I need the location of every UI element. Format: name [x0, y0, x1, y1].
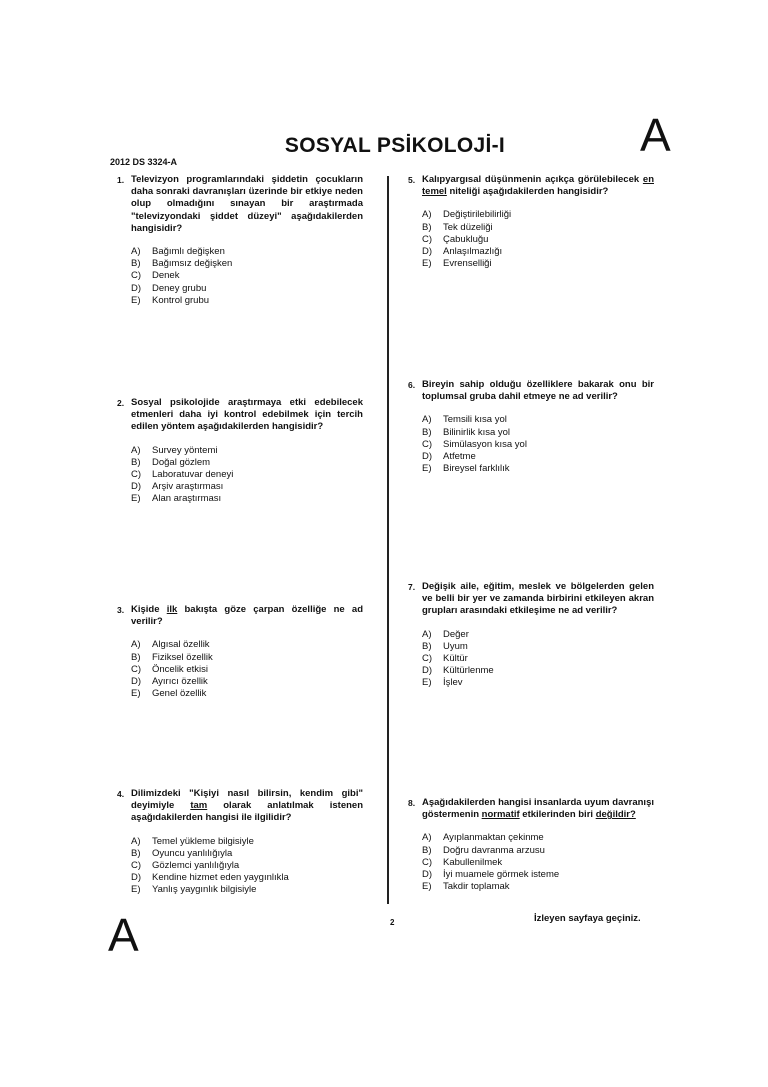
option-b[interactable]: B) Oyuncu yanlılığıyla — [131, 847, 233, 859]
option-d[interactable]: D) Ayırıcı özellik — [131, 676, 208, 688]
question-number: 3. — [117, 605, 125, 615]
page-title: SOSYAL PSİKOLOJİ-I — [284, 134, 506, 157]
question-stem: Bireyin sahip olduğu özelliklere bakarak onu bir toplumsal gruba dahil etmeye ne ad verilir? — [422, 379, 654, 403]
continue-note: İzleyen sayfaya geçiniz. — [534, 913, 641, 924]
option-d[interactable]: D) Arşiv araştırması — [131, 481, 224, 493]
option-d[interactable]: D) Anlaşılmazlığı — [422, 246, 503, 258]
option-e[interactable]: E) Bireysel farklılık — [422, 463, 510, 475]
option-a[interactable]: A) Temsili kısa yol — [422, 414, 507, 426]
option-b[interactable]: B) Doğru davranma arzusu — [422, 844, 545, 856]
option-b[interactable]: B) Fiziksel özellik — [131, 651, 213, 663]
question-stem: Kalıpyargısal düşünmenin açıkça görülebilecek en temel niteliği aşağıdakilerden hangisidir? — [422, 174, 654, 198]
option-list — [422, 832, 654, 893]
option-c[interactable]: C) Simülasyon kısa yol — [422, 438, 527, 450]
option-a[interactable]: A) Algısal özellik — [131, 639, 210, 651]
option-e[interactable]: E) Takdir toplamak — [422, 881, 510, 893]
option-c[interactable]: C) Kabullenilmek — [422, 856, 503, 868]
option-c[interactable]: C) Laboratuvar deneyi — [131, 469, 234, 481]
option-a[interactable]: A) Değer — [422, 628, 469, 640]
option-e[interactable]: E) Evrenselliği — [422, 258, 492, 270]
option-b[interactable]: B) Bağımsız değişken — [131, 258, 233, 270]
question-stem: Değişik aile, eğitim, meslek ve bölgelerden gelen ve belli bir yer ve zamanda birbirini etkileyen akran grupları arasındaki etkileşime ne ad verilir? — [422, 581, 654, 617]
option-list — [131, 445, 363, 506]
question-number: 4. — [117, 789, 125, 799]
question-number: 2. — [117, 398, 125, 408]
option-a[interactable]: A) Bağımlı değişken — [131, 246, 225, 258]
question-5 — [408, 174, 654, 270]
option-b[interactable]: B) Doğal gözlem — [131, 456, 211, 468]
option-list — [131, 639, 363, 700]
option-b[interactable]: B) Tek düzeliği — [422, 221, 493, 233]
booklet-letter-top: A — [640, 109, 671, 161]
question-3 — [117, 604, 363, 700]
option-a[interactable]: A) Temel yükleme bilgisiyle — [131, 835, 254, 847]
option-a[interactable]: A) Survey yöntemi — [131, 444, 218, 456]
option-e[interactable]: E) İşlev — [422, 677, 463, 689]
option-b[interactable]: B) Uyum — [422, 640, 468, 652]
option-c[interactable]: C) Öncelik etkisi — [131, 663, 208, 675]
option-c[interactable]: C) Çabukluğu — [422, 233, 489, 245]
option-e[interactable]: E) Alan araştırması — [131, 493, 222, 505]
question-number: 7. — [408, 582, 416, 592]
question-6 — [408, 379, 654, 475]
question-1 — [117, 174, 363, 307]
question-stem: Aşağıdakilerden hangisi insanlarda uyum davranışı göstermenin normatif etkilerinden biri değildir? — [422, 797, 654, 821]
option-list — [131, 246, 363, 307]
question-number: 1. — [117, 175, 125, 185]
option-list — [422, 629, 654, 690]
column-divider — [387, 176, 389, 904]
option-a[interactable]: A) Ayıplanmaktan çekinme — [422, 832, 544, 844]
option-d[interactable]: D) Kültürlenme — [422, 665, 494, 677]
option-d[interactable]: D) Kendine hizmet eden yaygınlıkla — [131, 872, 289, 884]
option-list — [422, 209, 654, 270]
question-7 — [408, 581, 654, 690]
question-stem: Televizyon programlarındaki şiddetin çocukların daha sonraki davranışları üzerinde bir etkiye neden olup olmadığını sınayan bir araştırmada "televizyondaki şiddet düzeyi" aşağıdakilerden hangisidir? — [131, 174, 363, 234]
option-list — [422, 414, 654, 475]
question-number: 8. — [408, 798, 416, 808]
page-number: 2 — [390, 918, 395, 927]
question-stem: Sosyal psikolojide araştırmaya etki edebilecek etmenleri daha iyi kontrol edebilmek için tercih edilen yöntem aşağıdakilerden hangisidir? — [131, 397, 363, 433]
option-d[interactable]: D) İyi muamele görmek isteme — [422, 869, 560, 881]
question-4 — [117, 788, 363, 897]
question-8 — [408, 797, 654, 893]
option-c[interactable]: C) Denek — [131, 270, 180, 282]
question-stem: Dilimizdeki "Kişiyi nasıl bilirsin, kendim gibi" deyimiyle tam olarak anlatılmak istenen aşağıdakilerden hangisi ile ilgilidir? — [131, 788, 363, 824]
exam-code: 2012 DS 3324-A — [110, 157, 178, 167]
option-d[interactable]: D) Deney grubu — [131, 282, 207, 294]
option-a[interactable]: A) Değiştirilebilirliği — [422, 209, 512, 221]
option-e[interactable]: E) Yanlış yaygınlık bilgisiyle — [131, 884, 257, 896]
option-b[interactable]: B) Bilinirlik kısa yol — [422, 426, 511, 438]
option-c[interactable]: C) Gözlemci yanlılığıyla — [131, 860, 240, 872]
question-number: 5. — [408, 175, 416, 185]
option-c[interactable]: C) Kültür — [422, 653, 468, 665]
option-d[interactable]: D) Atfetme — [422, 451, 476, 463]
option-list — [131, 836, 363, 897]
question-2 — [117, 397, 363, 506]
question-number: 6. — [408, 380, 416, 390]
booklet-letter-bottom: A — [108, 909, 139, 961]
option-e[interactable]: E) Genel özellik — [131, 688, 207, 700]
option-e[interactable]: E) Kontrol grubu — [131, 294, 210, 306]
question-stem: Kişide ilk bakışta göze çarpan özelliğe ne ad verilir? — [131, 604, 363, 628]
